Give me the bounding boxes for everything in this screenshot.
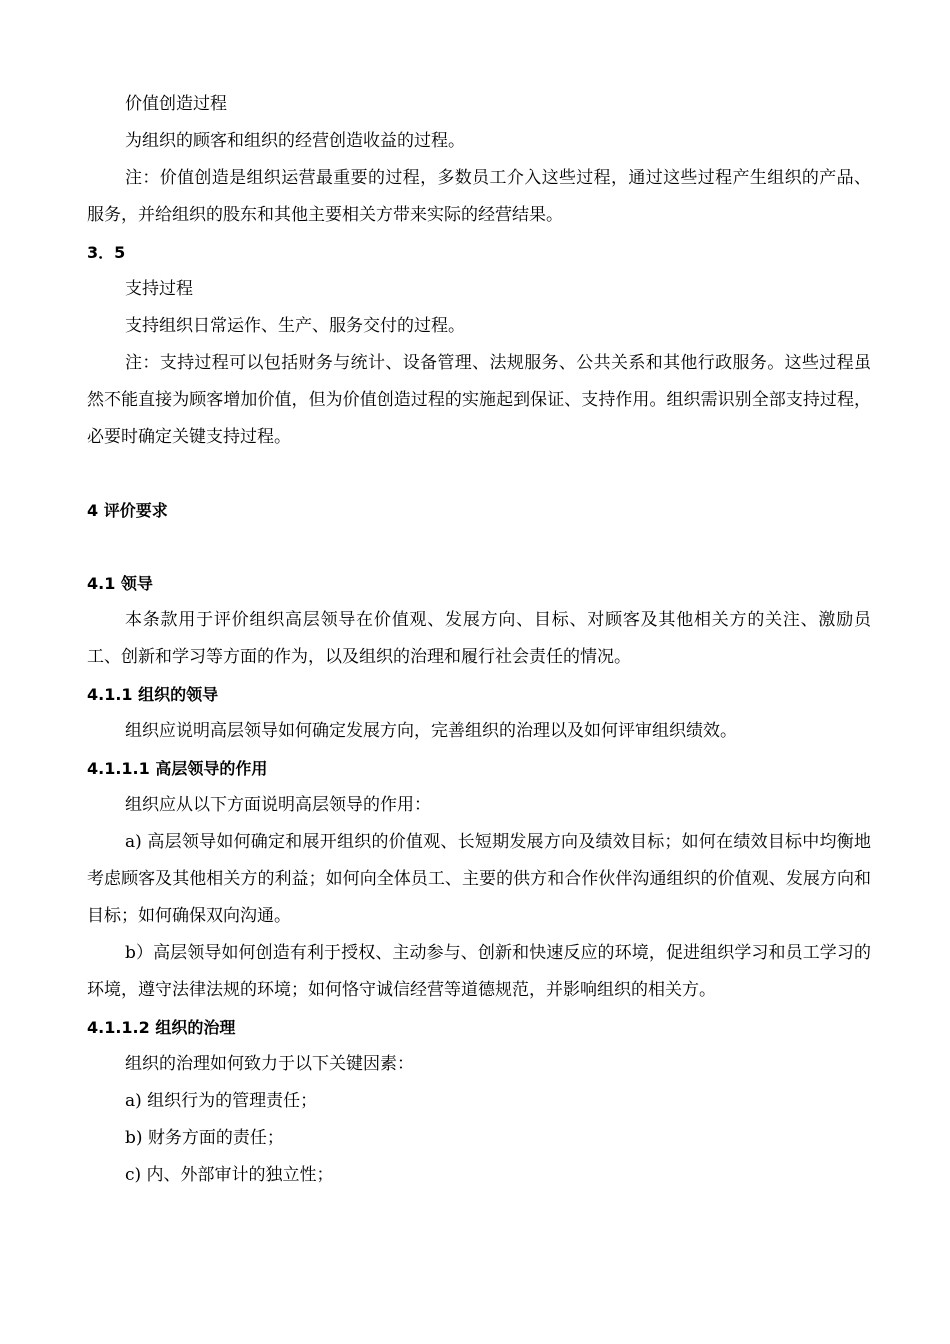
paragraph-governance: 组织的治理如何致力于以下关键因素： <box>125 1054 414 1074</box>
paragraph-leadership-intro: 本条款用于评价组织高层领导在价值观、发展方向、目标、对顾客及其他相关方的关注、激励员工、创新和学习等方面的作为，以及组织的治理和履行社会责任的情况。 <box>87 610 871 667</box>
note-support-process: 注：支持过程可以包括财务与统计、设备管理、法规服务、公共关系和其他行政服务。这些过程虽然不能直接为顾客增加价值，但为价值创造过程的实施起到保证、支持作用。组织需识别全部支持过程，必要时确定关键支持过程。 <box>87 353 871 447</box>
paragraph-org-leadership: 组织应说明高层领导如何确定发展方向，完善组织的治理以及如何评审组织绩效。 <box>125 721 737 741</box>
section-heading-4: 4 评价要求 <box>87 501 168 520</box>
section-heading-4-1: 4.1 领导 <box>87 574 153 593</box>
list-item-a-management: a) 组织行为的管理责任； <box>125 1091 318 1111</box>
list-item-b-finance: b) 财务方面的责任； <box>125 1128 284 1148</box>
term-definition-support-process: 支持组织日常运作、生产、服务交付的过程。 <box>125 316 465 336</box>
note-value-creation: 注：价值创造是组织运营最重要的过程，多数员工介入这些过程，通过这些过程产生组织的产品、服务，并给组织的股东和其他主要相关方带来实际的经营结果。 <box>87 168 871 225</box>
term-title-value-creation: 价值创造过程 <box>125 94 227 114</box>
paragraph-senior-leader-role: 组织应从以下方面说明高层领导的作用： <box>125 795 431 815</box>
term-definition-value-creation: 为组织的顾客和组织的经营创造收益的过程。 <box>125 131 465 151</box>
spacer <box>87 456 871 492</box>
document-page <box>87 86 871 1194</box>
list-item-c-audit: c) 内、外部审计的独立性； <box>125 1165 334 1185</box>
section-heading-4-1-1-2: 4.1.1.2 组织的治理 <box>87 1018 236 1037</box>
list-item-a-values: a) 高层领导如何确定和展开组织的价值观、长短期发展方向及绩效目标；如何在绩效目标中均衡地考虑顾客及其他相关方的利益；如何向全体员工、主要的供方和合作伙伴沟通组织的价值观、发展方向和目标；如何确保双向沟通。 <box>87 832 871 926</box>
term-title-support-process: 支持过程 <box>125 279 193 299</box>
spacer <box>87 529 871 565</box>
section-heading-4-1-1: 4.1.1 组织的领导 <box>87 685 219 704</box>
section-heading-3-5: 3．5 <box>87 243 126 262</box>
list-item-b-environment: b）高层领导如何创造有利于授权、主动参与、创新和快速反应的环境，促进组织学习和员工学习的环境，遵守法律法规的环境；如何恪守诚信经营等道德规范，并影响组织的相关方。 <box>87 943 871 1000</box>
section-heading-4-1-1-1: 4.1.1.1 高层领导的作用 <box>87 759 268 778</box>
